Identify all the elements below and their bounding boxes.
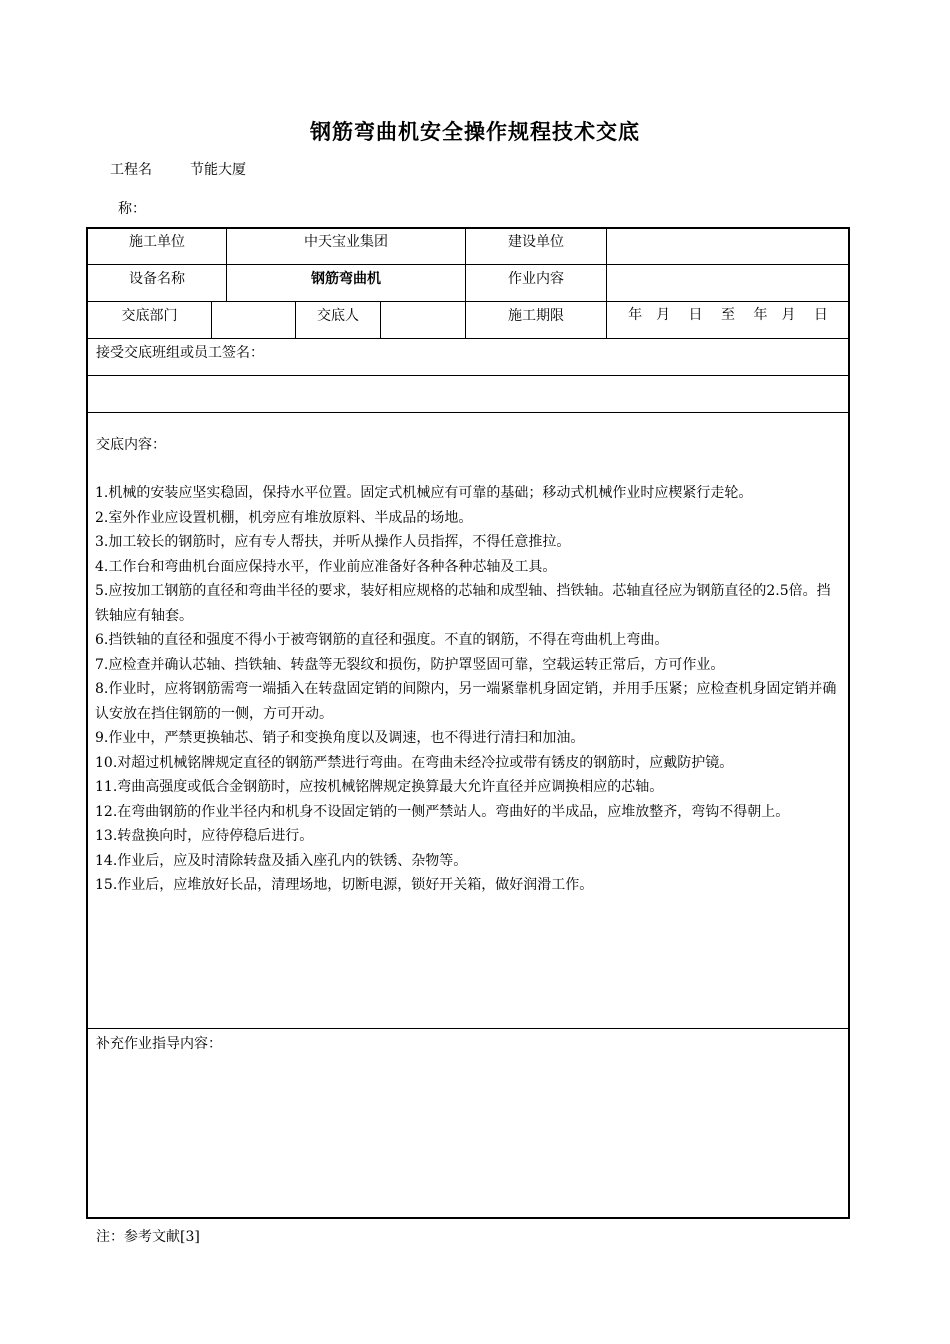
content-item: 6.挡铁轴的直径和强度不得小于被弯钢筋的直径和强度。不直的钢筋，不得在弯曲机上弯曲。 [95,632,669,648]
project-name-value: 节能大厦 [190,162,246,178]
owner-unit-label: 建设单位 [508,234,564,250]
equipment-name-value: 钢筋弯曲机 [311,271,381,287]
content-list [95,481,843,898]
row-divider [86,338,850,339]
row-divider [86,264,850,265]
content-item: 2.室外作业应设置机棚，机旁应有堆放原料、半成品的场地。 [95,509,473,526]
row-divider [86,301,850,302]
content-item: 1.机械的安装应坚实稳固，保持水平位置。固定式机械应有可靠的基础；移动式机械作业时应楔紧行走轮。 [95,485,753,501]
col-divider [380,301,381,338]
construction-unit-label: 施工单位 [129,234,185,250]
col-divider [211,301,212,338]
content-item: 7.应检查并确认芯轴、挡铁轴、转盘等无裂纹和损伤，防护罩竖固可靠，空载运转正常后，方可作业。 [95,656,725,673]
construction-period-label: 施工期限 [508,308,564,324]
content-heading: 交底内容： [96,437,166,453]
row-divider [86,375,850,376]
content-item: 8.作业时，应将钢筋需弯一端插入在转盘固定销的间隙内，另一端紧靠机身固定销，并用手压紧；应检查机身固定销并确认安放在挡住钢筋的一侧，方可开动。 [95,681,837,722]
signature-label: 接受交底班组或员工签名： [96,345,264,361]
construction-unit-value: 中天宝业集团 [304,234,388,250]
briefer-label: 交底人 [317,308,359,324]
content-item: 12.在弯曲钢筋的作业半径内和机身不设固定销的一侧严禁站人。弯曲好的半成品，应堆放整齐，弯钩不得朝上。 [95,803,790,820]
project-name-label: 工程名 [110,162,152,178]
content-item: 11.弯曲高强度或低合金钢筋时，应按机械铭牌规定换算最大允许直径并应调换相应的芯轴。 [95,779,664,795]
project-name-label-cont: 称： [118,201,146,217]
content-item: 10.对超过机械铭牌规定直径的钢筋严禁进行弯曲。在弯曲未经冷拉或带有锈皮的钢筋时，应戴防护镜。 [95,754,734,771]
equipment-name-label: 设备名称 [129,271,185,287]
content-item: 15.作业后，应堆放好长品，清理场地，切断电源，锁好开关箱，做好润滑工作。 [95,877,594,893]
content-item: 3.加工较长的钢筋时，应有专人帮扶，并听从操作人员指挥，不得任意推拉。 [95,534,571,550]
briefing-dept-label: 交底部门 [121,308,178,324]
work-content-label: 作业内容 [508,271,564,287]
footnote: 注：参考文献[3] [96,1229,200,1245]
content-item: 13.转盘换向时，应待停稳后进行。 [95,828,314,844]
document-title: 钢筋弯曲机安全操作规程技术交底 [310,120,640,144]
row-divider [86,412,850,413]
content-item: 5.应按加工钢筋的直径和弯曲半径的要求，装好相应规格的芯轴和成型轴、挡铁轴。芯轴直径应为钢筋直径的2.5倍。挡铁轴应有轴套。 [95,583,831,624]
construction-period-value: 年 月 日 至 年 月 日 [628,307,828,323]
content-item: 4.工作台和弯曲机台面应保持水平，作业前应准备好各种各种芯轴及工具。 [95,558,557,575]
supplement-heading: 补充作业指导内容： [96,1036,222,1052]
content-item: 14.作业后，应及时清除转盘及插入座孔内的铁锈、杂物等。 [95,852,468,869]
content-item: 9.作业中，严禁更换轴芯、销子和变换角度以及调速，也不得进行清扫和加油。 [95,730,585,746]
row-divider [86,1028,850,1029]
